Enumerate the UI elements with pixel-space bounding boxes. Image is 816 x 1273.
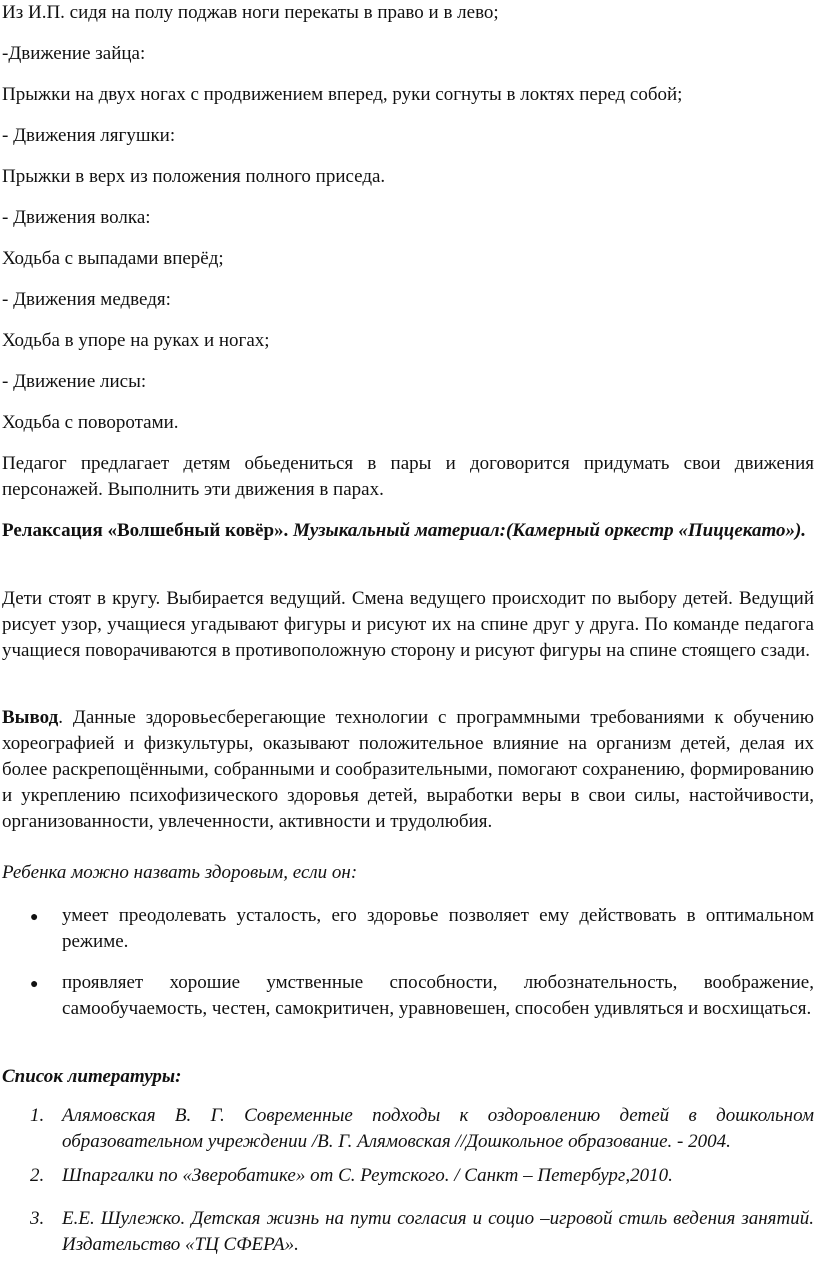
- text-line: - Движения лягушки:: [2, 125, 176, 146]
- text-line: Ходьба с поворотами.: [2, 412, 179, 433]
- pair-task-paragraph: Педагог предлагает детям обьедениться в пары и договорится придумать свои движения персонажей. Выполнить эти движения в парах.: [2, 453, 814, 500]
- text-line: Ходьба с выпадами вперёд;: [2, 248, 224, 269]
- reference-number: 1.: [30, 1105, 45, 1126]
- text-line: - Движения волка:: [2, 207, 151, 228]
- text-line: -Движение зайца:: [2, 43, 146, 64]
- bullet-icon: ●: [30, 910, 39, 925]
- bullet-text: проявляет хорошие умственные способности, любознательность, воображение, самообучаемость, честен, самокритичен, уравновешен, способен удивляться и восхищаться.: [62, 972, 814, 1019]
- reference-text: Шпаргалки по «Зверобатике» от С. Реутского. / Санкт – Петербург,2010.: [62, 1165, 673, 1186]
- conclusion-paragraph: [2, 705, 814, 835]
- text-line: - Движения медведя:: [2, 289, 171, 310]
- relaxation-title: Релаксация «Волшебный ковёр».: [2, 520, 289, 541]
- bullet-text: умеет преодолевать усталость, его здоровье позволяет ему действовать в оптимальном режиме.: [62, 905, 814, 952]
- text-line: Ходьба в упоре на руках и ногах;: [2, 330, 270, 351]
- healthy-intro: Ребенка можно назвать здоровым, если он:: [2, 862, 358, 883]
- text-line: Прыжки в верх из положения полного приседа.: [2, 166, 386, 187]
- relaxation-music: Музыкальный материал:(Камерный оркестр «Пиццекато»).: [293, 520, 807, 541]
- text-line: - Движение лисы:: [2, 371, 147, 392]
- relaxation-paragraph: Дети стоят в кругу. Выбирается ведущий. Смена ведущего происходит по выбору детей. Ведущий рисует узор, учащиеся угадывают фигуры и рисуют их на спине друг у друга. По команде педагога учащиеся поворачиваются в противоположную сторону и рисуют фигуры на спине стоящего сзади.: [2, 588, 814, 661]
- reference-text: Е.Е. Шулежко. Детская жизнь на пути согласия и социо –игровой стиль ведения занятий. Издательство «ТЦ СФЕРА».: [62, 1208, 814, 1255]
- relaxation-heading: [2, 518, 814, 544]
- text-line: Прыжки на двух ногах с продвижением вперед, руки согнуты в локтях перед собой;: [2, 84, 683, 105]
- conclusion-label: Вывод: [2, 707, 59, 728]
- reference-text: Алямовская В. Г. Современные подходы к оздоровлению детей в дошкольном образовательном учреждении /В. Г. Алямовская //Дошкольное образование. - 2004.: [62, 1105, 814, 1152]
- text-line: Из И.П. сидя на полу поджав ноги перекаты в право и в лево;: [2, 2, 499, 23]
- reference-number: 3.: [30, 1208, 45, 1229]
- references-title: Список литературы:: [2, 1066, 182, 1087]
- bullet-icon: ●: [30, 977, 39, 992]
- conclusion-text: . Данные здоровьесберегающие технологии с программными требованиями к обучению хореографией и физкультуры, оказывают положительное влияние на организм детей, делая их более раскрепощёнными, собранными и сообразительными, помогают сохранению, формированию и укреплению психофизического здоровья детей, выработки веры в свои силы, настойчивости, организованности, увлеченности, активности и трудолюбия.: [2, 707, 814, 832]
- reference-number: 2.: [30, 1165, 45, 1186]
